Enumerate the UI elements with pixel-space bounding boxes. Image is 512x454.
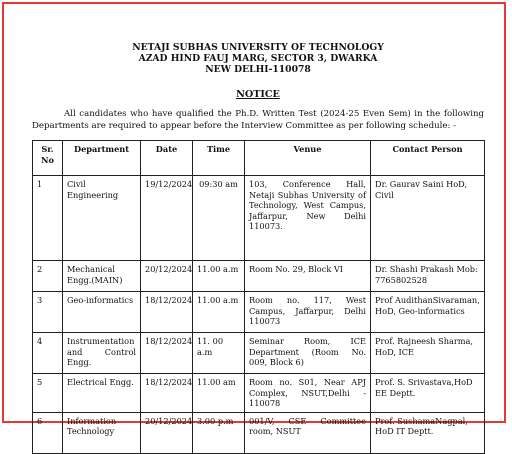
col-header-date: Date	[141, 141, 193, 176]
cell-date: 18/12/2024	[141, 333, 193, 374]
cell-department: Instrumentation and Control Engg.	[63, 333, 141, 374]
document-frame	[2, 2, 506, 436]
cell-date: 20/12/2024	[141, 261, 193, 292]
notice-title: NOTICE	[236, 89, 280, 100]
cell-time: 11.00 am	[193, 374, 245, 413]
cell-venue: Room no. 117, West Campus, Jaffarpur, Delhi 110073	[245, 292, 371, 333]
header-line-2: AZAD HIND FAUJ MARG, SECTOR 3, DWARKA	[138, 53, 378, 64]
cell-contact: Prof. S. Srivastava,HoD EE Deptt.	[371, 374, 485, 413]
cell-department: Geo-informatics	[63, 292, 141, 333]
col-header-department: Department	[63, 141, 141, 176]
cell-venue: Room no. S01, Near APJ Complex, NSUT,Delhi - 110078	[245, 374, 371, 413]
header-line-1: NETAJI SUBHAS UNIVERSITY OF TECHNOLOGY	[132, 42, 384, 53]
cell-contact: Dr. Gaurav Saini HoD, Civil	[371, 176, 485, 261]
table-row	[33, 333, 485, 374]
cell-contact: Prof AudithanSivaraman, HoD, Geo-informatics	[371, 292, 485, 333]
university-header	[32, 42, 484, 75]
cell-sr: 4	[33, 333, 63, 374]
cell-sr: 6	[33, 412, 63, 453]
cell-time: 09:30 am	[193, 176, 245, 261]
cell-date: 20/12/2024	[141, 412, 193, 453]
intro-paragraph: All candidates who have qualified the Ph.D. Written Test (2024-25 Even Sem) in the following Departments are required to appear before the Interview Committee as per following schedule: -	[32, 109, 484, 131]
table-row	[33, 374, 485, 413]
notice-document	[32, 42, 484, 454]
cell-contact: Prof. Rajneesh Sharma, HoD, ICE	[371, 333, 485, 374]
cell-date: 18/12/2024	[141, 292, 193, 333]
cell-venue: Seminar Room, ICE Department (Room No. 009, Block 6)	[245, 333, 371, 374]
cell-contact: Dr. Shashi Prakash Mob: 7765802528	[371, 261, 485, 292]
cell-time: 3.00 p.m	[193, 412, 245, 453]
cell-sr: 2	[33, 261, 63, 292]
cell-sr: 1	[33, 176, 63, 261]
cell-department: Information Technology	[63, 412, 141, 453]
cell-department: Civil Engineering	[63, 176, 141, 261]
table-row	[33, 261, 485, 292]
cell-sr: 3	[33, 292, 63, 333]
cell-date: 19/12/2024	[141, 176, 193, 261]
cell-department: Mechanical Engg.(MAIN)	[63, 261, 141, 292]
cell-time: 11. 00 a.m	[193, 333, 245, 374]
col-header-sr-no: Sr. No	[33, 141, 63, 176]
col-header-contact-person: Contact Person	[371, 141, 485, 176]
cell-contact: Prof. SushamaNagpal, HoD IT Deptt.	[371, 412, 485, 453]
cell-time: 11.00 a.m	[193, 261, 245, 292]
table-row	[33, 176, 485, 261]
cell-time: 11.00 a.m	[193, 292, 245, 333]
cell-date: 18/12/2024	[141, 374, 193, 413]
cell-sr: 5	[33, 374, 63, 413]
cell-department: Electrical Engg.	[63, 374, 141, 413]
cell-venue: 103, Conference Hall, Netaji Subhas University of Technology, West Campus, Jaffarpur, New Delhi 110073.	[245, 176, 371, 261]
table-row	[33, 412, 485, 453]
cell-venue: Room No. 29, Block VI	[245, 261, 371, 292]
table-header-row	[33, 141, 485, 176]
header-line-3: NEW DELHI-110078	[205, 64, 311, 75]
cell-venue: 001/V, CSE Committee room, NSUT	[245, 412, 371, 453]
table-row	[33, 292, 485, 333]
col-header-venue: Venue	[245, 141, 371, 176]
interview-schedule-table	[32, 140, 485, 454]
col-header-time: Time	[193, 141, 245, 176]
